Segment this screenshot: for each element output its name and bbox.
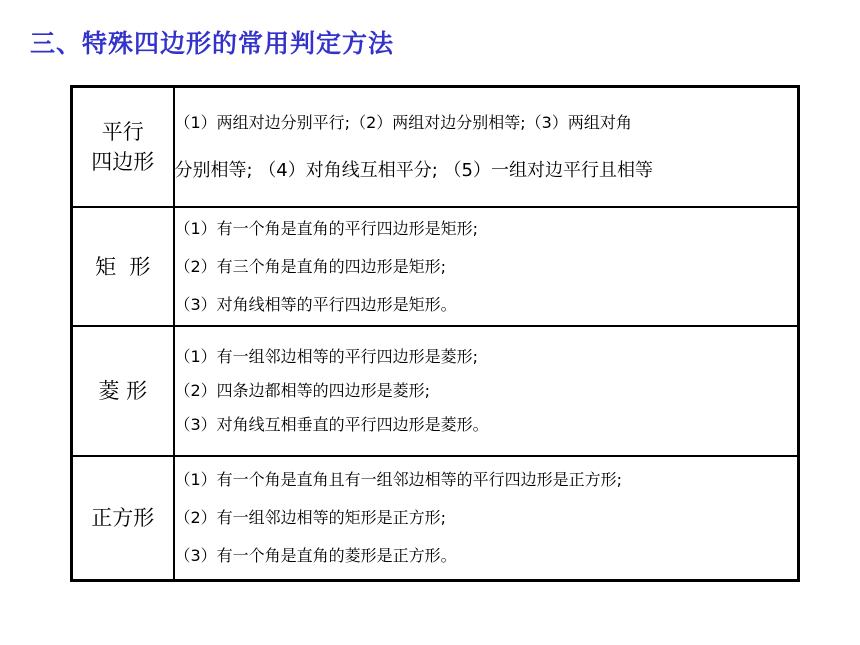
shape-name-line: 正方形	[91, 506, 155, 530]
shape-name-line: 菱 形	[98, 379, 148, 403]
rule-line: （2）有一组邻边相等的矩形是正方形;	[174, 508, 447, 527]
rule-line: （2）四条边都相等的四边形是菱形;	[174, 381, 431, 400]
shape-name-cell	[72, 326, 174, 456]
rules-cell	[174, 456, 799, 581]
table-row-rectangle	[72, 207, 799, 326]
rules-cell	[174, 87, 799, 208]
shape-name-line: 平行	[101, 120, 144, 144]
rule-line: （3）对角线互相垂直的平行四边形是菱形。	[174, 415, 489, 434]
rule-line: （1）有一个角是直角且有一组邻边相等的平行四边形是正方形;	[174, 470, 623, 489]
rule-line: （3）有一个角是直角的菱形是正方形。	[174, 546, 457, 565]
rule-line: （2）有三个角是直角的四边形是矩形;	[174, 256, 447, 276]
table-row-parallelogram	[72, 87, 799, 208]
shape-name-cell	[72, 456, 174, 581]
rules-cell	[174, 207, 799, 326]
shape-name-line: 矩 形	[95, 254, 151, 279]
shape-name-line: 四边形	[91, 150, 155, 174]
criteria-table	[70, 85, 800, 582]
shape-name-cell	[72, 87, 174, 208]
rule-line: 分别相等; （4）对角线互相平分; （5）一组对边平行且相等	[174, 160, 653, 181]
table-row-square	[72, 456, 799, 581]
rules-cell	[174, 326, 799, 456]
shape-name-cell	[72, 207, 174, 326]
rule-line: （3）对角线相等的平行四边形是矩形。	[174, 294, 457, 314]
rule-line: （1）有一个角是直角的平行四边形是矩形;	[174, 218, 479, 238]
rule-line: （1）有一组邻边相等的平行四边形是菱形;	[174, 347, 479, 366]
rule-line: （1）两组对边分别平行;（2）两组对边分别相等;（3）两组对角	[174, 113, 632, 132]
table-row-rhombus	[72, 326, 799, 456]
page-title: 三、特殊四边形的常用判定方法	[30, 29, 395, 58]
